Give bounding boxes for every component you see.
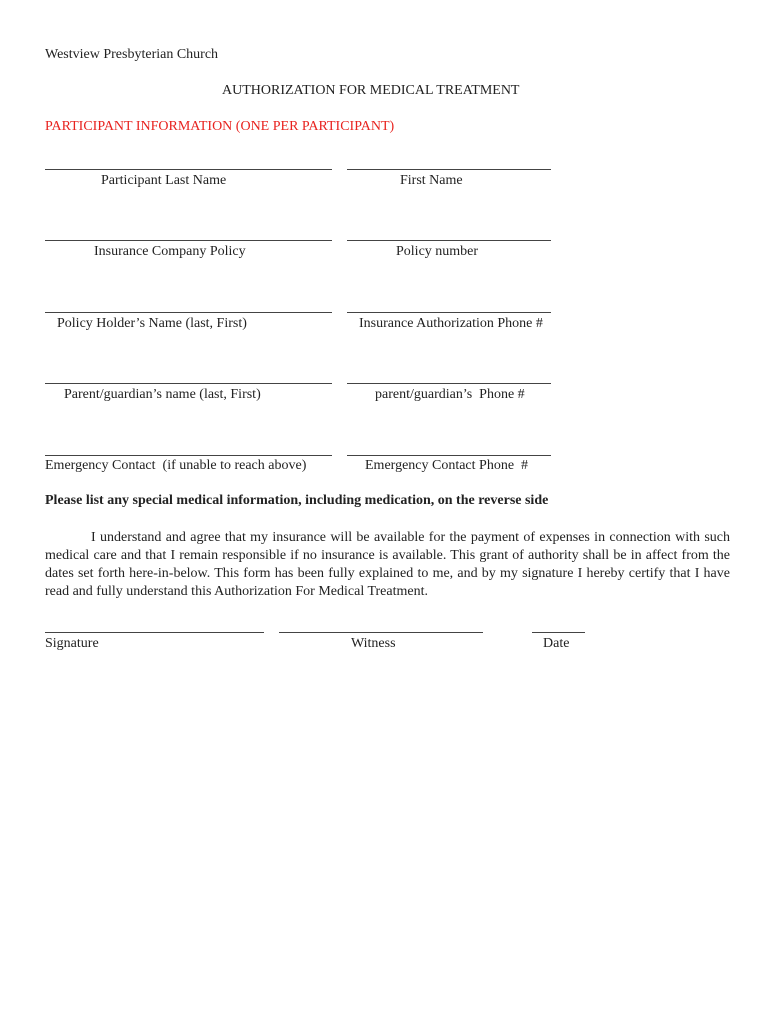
policy-number-line[interactable] <box>347 240 551 241</box>
section-heading: PARTICIPANT INFORMATION (ONE PER PARTICIPANT) <box>45 119 395 134</box>
witness-label: Witness <box>351 636 396 651</box>
first-name-label: First Name <box>400 173 463 188</box>
insurance-auth-phone-label: Insurance Authorization Phone # <box>359 316 543 331</box>
policy-holder-name-line[interactable] <box>45 312 332 313</box>
form-title: AUTHORIZATION FOR MEDICAL TREATMENT <box>222 83 520 98</box>
participant-last-name-label: Participant Last Name <box>101 173 227 188</box>
emergency-contact-phone-label: Emergency Contact Phone # <box>365 458 529 473</box>
parent-guardian-phone-label: parent/guardian’s Phone # <box>375 387 525 402</box>
emergency-contact-label: Emergency Contact (if unable to reach above) <box>45 458 307 473</box>
parent-guardian-name-line[interactable] <box>45 383 332 384</box>
participant-last-name-line[interactable] <box>45 169 332 170</box>
medical-info-notice: Please list any special medical information, including medication, on the reverse side <box>45 493 549 508</box>
insurance-company-policy-line[interactable] <box>45 240 332 241</box>
signature-label: Signature <box>45 636 99 651</box>
policy-holder-name-label: Policy Holder’s Name (last, First) <box>57 316 247 331</box>
insurance-auth-phone-line[interactable] <box>347 312 551 313</box>
policy-number-label: Policy number <box>396 244 479 259</box>
parent-guardian-phone-line[interactable] <box>347 383 551 384</box>
date-label: Date <box>543 636 570 651</box>
emergency-contact-line[interactable] <box>45 455 332 456</box>
first-name-line[interactable] <box>347 169 551 170</box>
parent-guardian-name-label: Parent/guardian’s name (last, First) <box>64 387 261 402</box>
organization-name: Westview Presbyterian Church <box>45 47 219 62</box>
agreement-paragraph: I understand and agree that my insurance will be available for the payment of expenses in connection with such medical care and that I remain responsible if no insurance is available. This grant of authority shall be in affect from the dates set forth here-in-below. This form has been fully explained to me, and by my signature I hereby certify that I have read and fully understand this Authorization For Medical Treatment. <box>45 530 730 599</box>
signature-line[interactable] <box>45 632 264 633</box>
witness-line[interactable] <box>279 632 483 633</box>
insurance-company-policy-label: Insurance Company Policy <box>94 244 246 259</box>
date-line[interactable] <box>532 632 585 633</box>
emergency-contact-phone-line[interactable] <box>347 455 551 456</box>
